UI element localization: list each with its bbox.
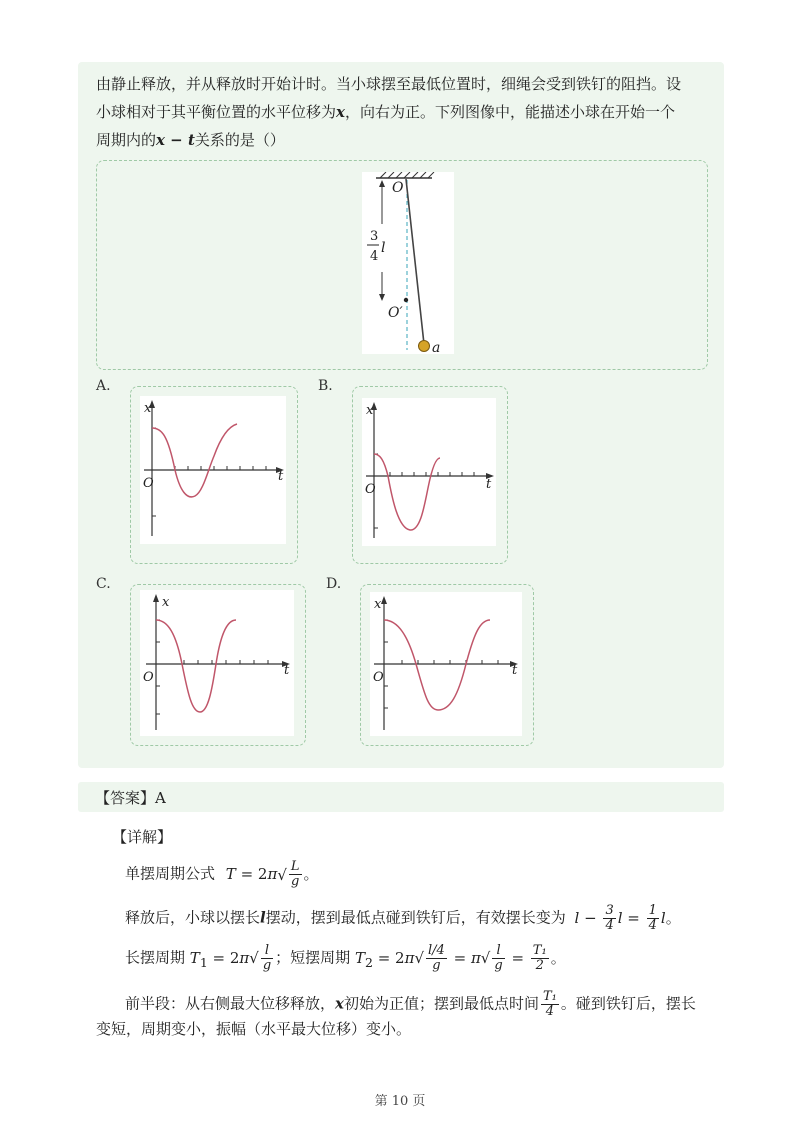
detail-heading: 【详解】 [112,828,173,846]
option-b-label[interactable]: B. [318,378,333,394]
option-a-x-label: x [144,401,152,416]
detail-line-4a: 前半段：从右侧最大位移释放， [125,994,336,1013]
question-text-3b: 关系的是（） [194,131,285,149]
variable-x: x [336,103,345,121]
page-footer: 第 10 页 [374,1094,426,1109]
option-c-graph [140,590,294,736]
option-c-x-label: x [162,595,170,610]
option-b-graph [362,398,496,546]
option-b-x-label: x [366,403,374,418]
effective-length-formula: l − $\frac{3}{4}$ l = $\frac{1}{4}$ l。 [574,903,681,933]
length-numerator: 3 [370,229,379,244]
detail-line-1 [125,860,319,889]
option-a-label[interactable]: A. [96,378,111,394]
option-a-t-label: t [278,469,284,484]
long-period-formula: $T_1 = 2\pi√$ $\frac{l}{g}$ [189,943,272,973]
option-d-x-label: x [374,597,382,612]
option-a-graph [140,396,286,544]
period-formula: T = 2π√ $\frac{L}{g}$ 。 [225,859,319,889]
question-text-3a: 周期内的 [96,131,157,149]
detail-line-4c: 。碰到铁钉后，摆长 [560,994,696,1013]
question-line-2 [96,98,716,126]
short-period-formula: $T_2 = 2\pi√$ $\frac{l/4}{g}$ = π√ $\frac{l}{g}$ = $\frac{\text{T₁}}{2}$ 。 [354,943,566,973]
option-b-origin-label: O [365,482,376,497]
detail-line-3-long-label: 长摆周期 [125,948,186,967]
question-line-3 [96,126,716,154]
question-text-1: 由静止释放，并从释放时开始计时。当小球摆至最低位置时，细绳会受到铁钉的阻挡。设 [96,75,682,93]
length-variable: l [381,240,386,256]
option-d-graph [370,592,522,736]
question-line-1 [96,70,716,98]
length-denominator: 4 [370,249,379,264]
detail-var-l: l [260,908,266,927]
option-c-origin-label: O [143,670,154,685]
point-O-label: O [392,180,404,196]
answer-bar [78,782,724,812]
detail-line-3 [125,944,566,973]
detail-line-3-short-label: ；短摆周期 [275,948,351,967]
detail-line-1-text: 单摆周期公式 [125,864,216,883]
point-O-prime-label: O′ [388,305,403,321]
detail-line-2a: 释放后，小球以摆长 [125,908,261,927]
detail-line-2b: 摆动，摆到最低点碰到铁钉后，有效摆长变为 [265,908,566,927]
answer-text: 【答案】A [95,789,166,807]
detail-line-5-text: 变短，周期变小，振幅（水平最大位移）变小。 [96,1020,412,1038]
point-a-label: a [432,340,441,354]
option-c-label[interactable]: C. [96,576,111,592]
variable-x-t: x − t [156,131,195,149]
option-b-t-label: t [486,477,492,492]
detail-var-x: x [335,994,344,1013]
option-a-origin-label: O [143,476,154,491]
question-text-2a: 小球相对于其平衡位置的水平位移为 [96,103,337,121]
pendulum-figure [362,172,454,354]
option-d-origin-label: O [373,670,384,685]
option-d-label[interactable]: D. [326,576,342,592]
quarter-period-fraction: $\frac{\text{T₁}}{4}$ [542,989,557,1019]
option-d-t-label: t [512,663,518,678]
detail-line-5 [96,1018,411,1039]
detail-line-4 [125,990,696,1019]
question-text-2b: ，向右为正。下列图像中，能描述小球在开始一个 [344,103,675,121]
option-c-t-label: t [284,663,290,678]
detail-line-2 [125,904,681,933]
detail-line-4b: 初始为正值；摆到最低点时间 [343,994,539,1013]
